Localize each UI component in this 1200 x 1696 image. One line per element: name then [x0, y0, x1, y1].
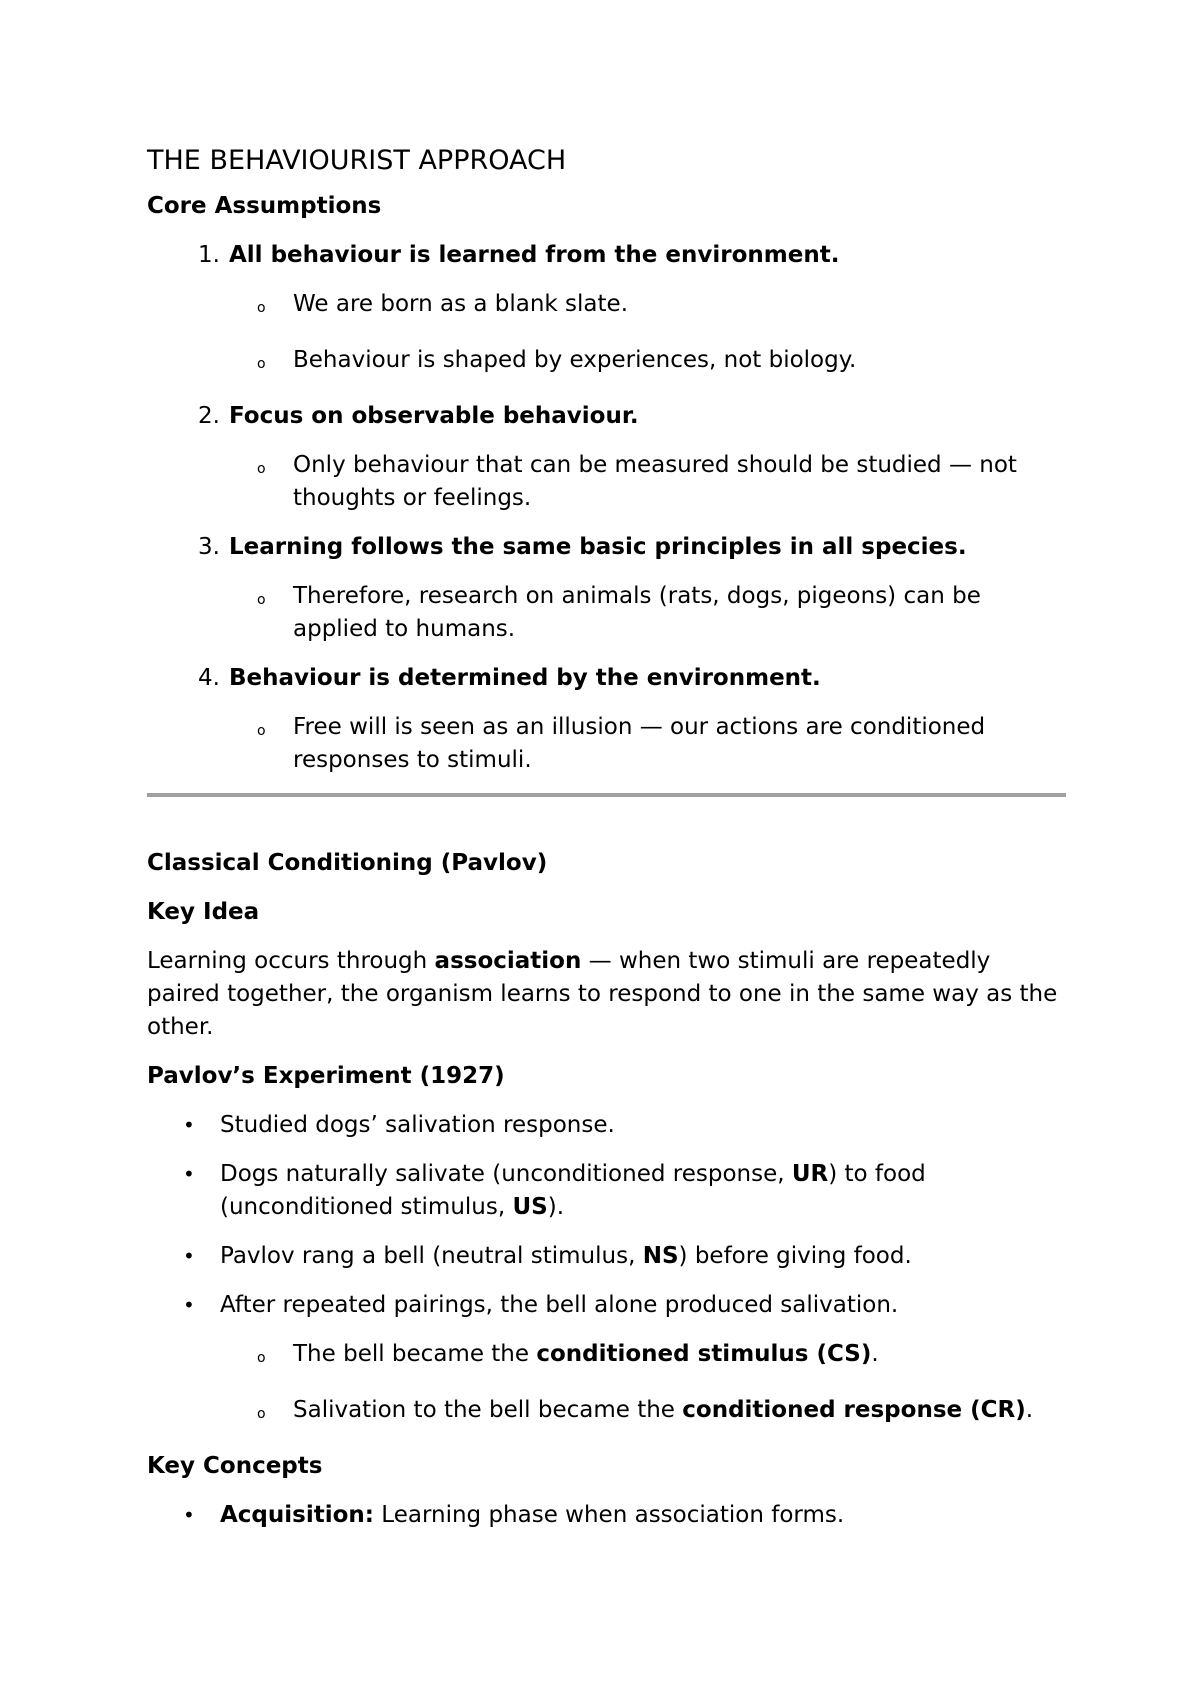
- bullet-icon: •: [183, 1293, 195, 1317]
- core-assumptions-heading: Core Assumptions: [147, 193, 382, 219]
- list-number: 3.: [198, 534, 220, 560]
- circle-bullet-icon: o: [257, 300, 266, 316]
- circle-bullet-icon: o: [257, 1406, 266, 1422]
- classical-conditioning-heading: Classical Conditioning (Pavlov): [147, 850, 548, 876]
- assumption-item-2: [147, 400, 1067, 433]
- assumption-item-4: [147, 662, 1067, 695]
- assumption-item-1: [147, 239, 1067, 272]
- circle-bullet-icon: o: [257, 461, 266, 477]
- assumption-text: Focus on observable behaviour.: [229, 403, 639, 429]
- assumption-text: Learning follows the same basic principles in all species.: [229, 534, 967, 560]
- assumption-item-3: [147, 531, 1067, 564]
- list-item: • Acquisition: Learning phase when association forms.: [183, 1499, 1067, 1532]
- bullet-icon: •: [183, 1113, 195, 1137]
- key-idea-paragraph: Learning occurs through association — when two stimuli are repeatedly paired together, the organism learns to respond to one in the same way as the other.: [147, 948, 1058, 1040]
- horizontal-divider: [147, 793, 1066, 797]
- sub-list-item: o We are born as a blank slate.: [257, 288, 1067, 328]
- circle-bullet-icon: o: [257, 356, 266, 372]
- experiment-heading: Pavlov’s Experiment (1927): [147, 1063, 505, 1089]
- key-concepts-heading: Key Concepts: [147, 1453, 323, 1479]
- document-content: [147, 140, 1067, 1548]
- list-number: 2.: [198, 403, 220, 429]
- assumption-text: All behaviour is learned from the environment.: [229, 242, 840, 268]
- list-number: 1.: [198, 242, 220, 268]
- circle-bullet-icon: o: [257, 1350, 266, 1366]
- sub-list-item: o Salivation to the bell became the conditioned response (CR).: [257, 1394, 1067, 1434]
- sub-list-item: o Therefore, research on animals (rats, dogs, pigeons) can be applied to humans.: [257, 580, 1067, 646]
- sub-list-item: o Only behaviour that can be measured should be studied — not thoughts or feelings.: [257, 449, 1067, 515]
- circle-bullet-icon: o: [257, 723, 266, 739]
- list-item: • Dogs naturally salivate (unconditioned response, UR) to food (unconditioned stimulus, US).: [183, 1158, 1067, 1224]
- sub-list-item: o The bell became the conditioned stimulus (CS).: [257, 1338, 1067, 1378]
- list-item: • Studied dogs’ salivation response.: [183, 1109, 1067, 1142]
- circle-bullet-icon: o: [257, 592, 266, 608]
- list-item: • After repeated pairings, the bell alone produced salivation.: [183, 1289, 1067, 1322]
- bullet-icon: •: [183, 1503, 195, 1527]
- key-idea-heading: Key Idea: [147, 899, 260, 925]
- list-number: 4.: [198, 665, 220, 691]
- assumption-text: Behaviour is determined by the environment.: [229, 665, 821, 691]
- bullet-icon: •: [183, 1162, 195, 1186]
- bullet-icon: •: [183, 1244, 195, 1268]
- page-title: THE BEHAVIOURIST APPROACH: [147, 145, 567, 176]
- list-item: • Pavlov rang a bell (neutral stimulus, NS) before giving food.: [183, 1240, 1067, 1273]
- sub-list-item: o Behaviour is shaped by experiences, not biology.: [257, 344, 1067, 384]
- sub-list-item: o Free will is seen as an illusion — our actions are conditioned responses to stimuli.: [257, 711, 1067, 777]
